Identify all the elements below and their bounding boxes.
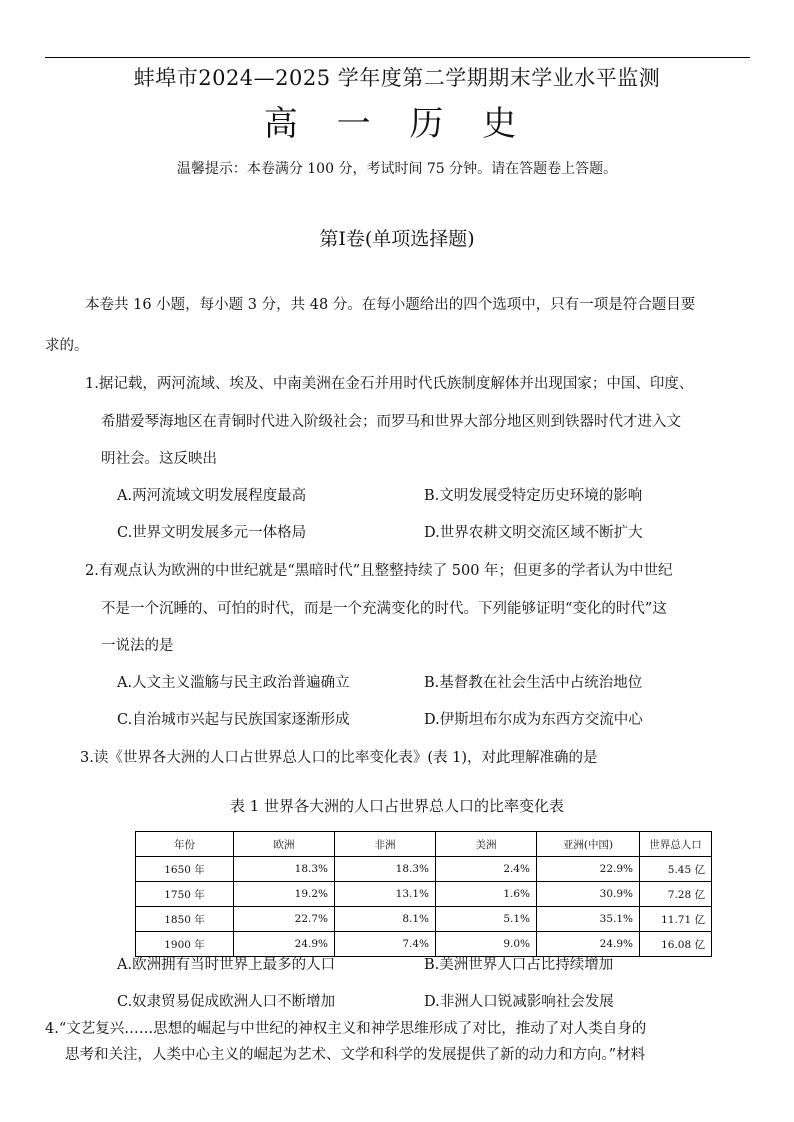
q2-option-a: A.人文主义滥觞与民主政治普遍确立: [117, 675, 350, 691]
table-cell: 5.1%: [436, 907, 537, 932]
q2-stem-line-2: 不是一个沉睡的、可怕的时代，而是一个充满变化的时代。下列能够证明“变化的时代”这: [101, 601, 667, 617]
table-cell: 1750 年: [136, 882, 234, 907]
table-cell: 22.7%: [234, 907, 335, 932]
table-cell: 2.4%: [436, 857, 537, 882]
table-cell: 16.08 亿: [640, 932, 712, 957]
exam-title: 蚌埠市2024—2025 学年度第二学期期末学业水平监测: [133, 66, 661, 90]
subject-title: 高 一 历 史: [263, 104, 531, 144]
table-cell: 13.1%: [335, 882, 436, 907]
q3-stem: 3.读《世界各大洲的人口占世界总人口的比率变化表》(表 1)，对此理解准确的是: [80, 750, 598, 766]
instructions-line-2: 求的。: [45, 338, 89, 354]
table-cell: 1900 年: [136, 932, 234, 957]
q2-option-d: D.伊斯坦布尔成为东西方交流中心: [424, 712, 643, 728]
table-cell: 5.45 亿: [640, 857, 712, 882]
q2-stem-line-1: 2.有观点认为欧洲的中世纪就是“黑暗时代”且整整持续了 500 年；但更多的学者认为中世纪: [85, 563, 673, 579]
top-rule: [45, 57, 750, 58]
q3-option-c: C.奴隶贸易促成欧洲人口不断增加: [117, 994, 336, 1010]
table-header: 年份: [136, 832, 234, 857]
table-row: [136, 857, 712, 882]
q1-option-c: C.世界文明发展多元一体格局: [117, 525, 307, 541]
table-cell: 7.4%: [335, 932, 436, 957]
q2-stem-line-3: 一说法的是: [101, 638, 174, 654]
table-row: [136, 882, 712, 907]
q4-stem-line-1: 4.“文艺复兴……思想的崛起与中世纪的神权主义和神学思维形成了对比，推动了对人类自身的: [45, 1021, 647, 1037]
table-header: 美洲: [436, 832, 537, 857]
table-cell: 18.3%: [234, 857, 335, 882]
q4-stem-line-2: 思考和关注，人类中心主义的崛起为艺术、文学和科学的发展提供了新的动力和方向。”材料: [65, 1047, 646, 1063]
table-cell: 8.1%: [335, 907, 436, 932]
table-caption: 表 1 世界各大洲的人口占世界总人口的比率变化表: [229, 797, 565, 815]
q1-option-d: D.世界农耕文明交流区域不断扩大: [424, 525, 643, 541]
table-cell: 19.2%: [234, 882, 335, 907]
q2-option-c: C.自治城市兴起与民族国家逐渐形成: [117, 712, 350, 728]
table-cell: 35.1%: [537, 907, 640, 932]
q1-option-b: B.文明发展受特定历史环境的影响: [424, 488, 643, 504]
q3-option-b: B.美洲世界人口占比持续增加: [424, 957, 614, 973]
table-header: 世界总人口: [640, 832, 712, 857]
table-cell: 18.3%: [335, 857, 436, 882]
population-table: [135, 831, 712, 957]
table-cell: 9.0%: [436, 932, 537, 957]
table-header: 欧洲: [234, 832, 335, 857]
table-row: [136, 907, 712, 932]
table-cell: 1.6%: [436, 882, 537, 907]
q1-stem-line-1: 1.据记载，两河流域、埃及、中南美洲在金石并用时代氏族制度解体并出现国家；中国、印度、: [85, 376, 694, 392]
table-header: 非洲: [335, 832, 436, 857]
q3-option-d: D.非洲人口锐减影响社会发展: [424, 994, 614, 1010]
q2-option-b: B.基督教在社会生活中占统治地位: [424, 675, 643, 691]
q3-option-a: A.欧洲拥有当时世界上最多的人口: [117, 957, 336, 973]
table-cell: 1650 年: [136, 857, 234, 882]
table-cell: 7.28 亿: [640, 882, 712, 907]
section-title: 第Ⅰ卷(单项选择题): [319, 228, 475, 250]
table-cell: 24.9%: [234, 932, 335, 957]
q1-stem-line-3: 明社会。这反映出: [101, 451, 217, 467]
table-cell: 1850 年: [136, 907, 234, 932]
exam-notice: 温馨提示：本卷满分 100 分，考试时间 75 分钟。请在答题卷上答题。: [176, 161, 618, 177]
table-cell: 30.9%: [537, 882, 640, 907]
table-cell: 22.9%: [537, 857, 640, 882]
q1-option-a: A.两河流域文明发展程度最高: [117, 488, 307, 504]
table-header: 亚洲(中国): [537, 832, 640, 857]
table-cell: 24.9%: [537, 932, 640, 957]
table-header-row: [136, 832, 712, 857]
q1-stem-line-2: 希腊爱琴海地区在青铜时代进入阶级社会；而罗马和世界大部分地区则到铁器时代才进入文: [101, 414, 681, 430]
table-cell: 11.71 亿: [640, 907, 712, 932]
instructions-line-1: 本卷共 16 小题，每小题 3 分，共 48 分。在每小题给出的四个选项中，只有一项是符合题目要: [85, 297, 696, 313]
